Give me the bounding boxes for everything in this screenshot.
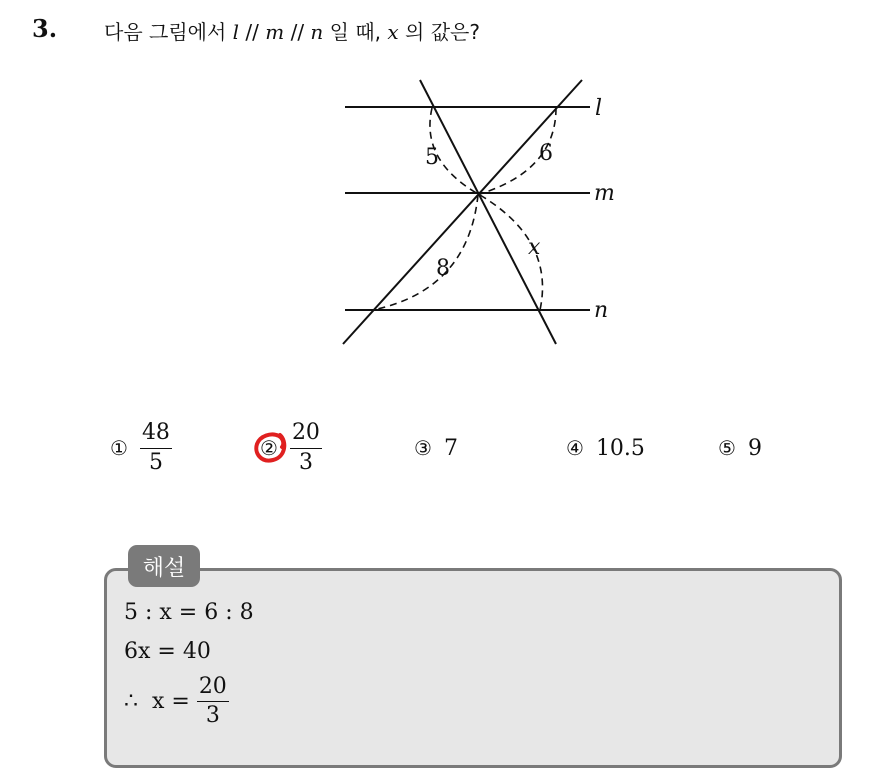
transversal-2 <box>343 80 582 344</box>
choice-5-value: 9 <box>747 435 762 461</box>
solution-fraction <box>197 675 229 728</box>
label-segment-8: 8 <box>436 256 450 281</box>
choice-1[interactable] <box>110 418 172 478</box>
choice-1-mark: ① <box>110 436 128 460</box>
var-m: m <box>265 20 285 44</box>
label-segment-5: 5 <box>425 145 439 170</box>
choice-2-denominator: 3 <box>298 449 313 475</box>
choice-4[interactable] <box>566 418 645 478</box>
label-line-l: l <box>595 96 603 121</box>
selected-circle-icon <box>251 427 291 467</box>
solution-box <box>104 568 842 768</box>
choice-1-numerator: 48 <box>140 421 172 448</box>
label-segment-x: x <box>528 235 541 260</box>
solution-denominator: 3 <box>205 703 220 729</box>
parallel-symbol-1: // <box>239 20 266 44</box>
choice-3-mark: ③ <box>414 436 432 460</box>
choice-2-numerator: 20 <box>290 421 322 448</box>
question-text-mid: 일 때, <box>323 20 388 44</box>
solution-line-1: 5 : x = 6 : 8 <box>124 600 254 625</box>
label-line-n: n <box>594 298 609 323</box>
choice-5[interactable] <box>718 418 762 478</box>
parallel-symbol-2: // <box>284 20 311 44</box>
solution-tab: 해설 <box>128 545 200 587</box>
choice-1-fraction <box>140 421 172 474</box>
label-line-m: m <box>594 181 615 206</box>
question-number: 3. <box>32 14 58 43</box>
label-segment-6: 6 <box>539 141 553 166</box>
solution-numerator: 20 <box>197 675 229 702</box>
choice-2[interactable] <box>260 418 322 478</box>
var-x: x <box>387 20 399 44</box>
solution-line-2: 6x = 40 <box>124 639 211 664</box>
choice-3[interactable] <box>414 418 458 478</box>
var-l: l <box>232 20 240 44</box>
solution-line-3-prefix: ∴ x = <box>124 689 197 715</box>
solution-line-3 <box>124 675 229 728</box>
var-n: n <box>310 20 324 44</box>
choice-1-denominator: 5 <box>148 449 163 475</box>
question-text-end: 의 값은? <box>398 20 480 44</box>
choice-3-value: 7 <box>443 435 458 461</box>
choice-4-value: 10.5 <box>595 435 645 461</box>
choice-5-mark: ⑤ <box>718 436 736 460</box>
question-text-before: 다음 그림에서 <box>104 20 233 44</box>
choice-2-mark: ② <box>260 436 278 460</box>
choice-4-mark: ④ <box>566 436 584 460</box>
choice-2-fraction <box>290 421 322 474</box>
transversal-1 <box>420 80 556 344</box>
